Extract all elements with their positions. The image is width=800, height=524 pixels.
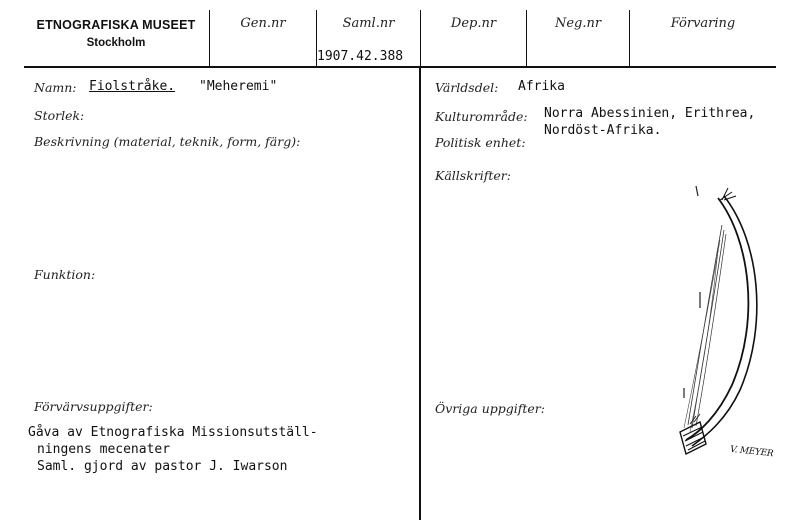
- forvarv-label: Förvärvsuppgifter:: [34, 399, 153, 414]
- storlek-label: Storlek:: [34, 108, 85, 123]
- saml-nr-value: 1907.42.388: [317, 49, 404, 64]
- namn-label: Namn:: [34, 80, 77, 95]
- forvarv-line-1: Gåva av Etnografiska Missionsutställ-: [28, 425, 318, 440]
- forvarv-line-3: Saml. gjord av pastor J. Iwarson: [37, 459, 288, 474]
- funktion-label: Funktion:: [34, 267, 96, 282]
- kallskrifter-label: Källskrifter:: [435, 168, 511, 183]
- varldsdel-value: Afrika: [518, 79, 565, 94]
- gen-nr-label: Gen.nr: [240, 16, 286, 31]
- namn-value-rest: "Meheremi": [199, 79, 278, 94]
- dep-nr-label: Dep.nr: [450, 16, 497, 31]
- signature: V. MEYER: [729, 444, 774, 460]
- museum-city: Stockholm: [86, 37, 146, 49]
- forvarv-line-2: ningens mecenater: [37, 442, 171, 457]
- namn-value-main: Fiolstråke.: [89, 79, 176, 94]
- header-bottom-rule: [24, 66, 776, 68]
- varldsdel-label: Världsdel:: [435, 80, 499, 95]
- museum-name: ETNOGRAFISKA MUSEET: [36, 18, 196, 32]
- ovriga-uppgifter-label: Övriga uppgifter:: [435, 401, 545, 416]
- kulturomrade-line-1: Norra Abessinien, Erithrea,: [544, 106, 756, 121]
- neg-nr-label: Neg.nr: [554, 16, 602, 31]
- kulturomrade-line-2: Nordöst-Afrika.: [544, 123, 662, 138]
- politisk-enhet-label: Politisk enhet:: [435, 135, 526, 150]
- beskrivning-label: Beskrivning (material, teknik, form, färg):: [34, 134, 301, 149]
- forvaring-label: Förvaring: [670, 16, 736, 31]
- fiddle-bow-drawing-icon: [600, 170, 790, 470]
- body-divider: [419, 68, 421, 520]
- saml-nr-label: Saml.nr: [342, 16, 395, 31]
- kulturomrade-label: Kulturområde:: [435, 109, 528, 124]
